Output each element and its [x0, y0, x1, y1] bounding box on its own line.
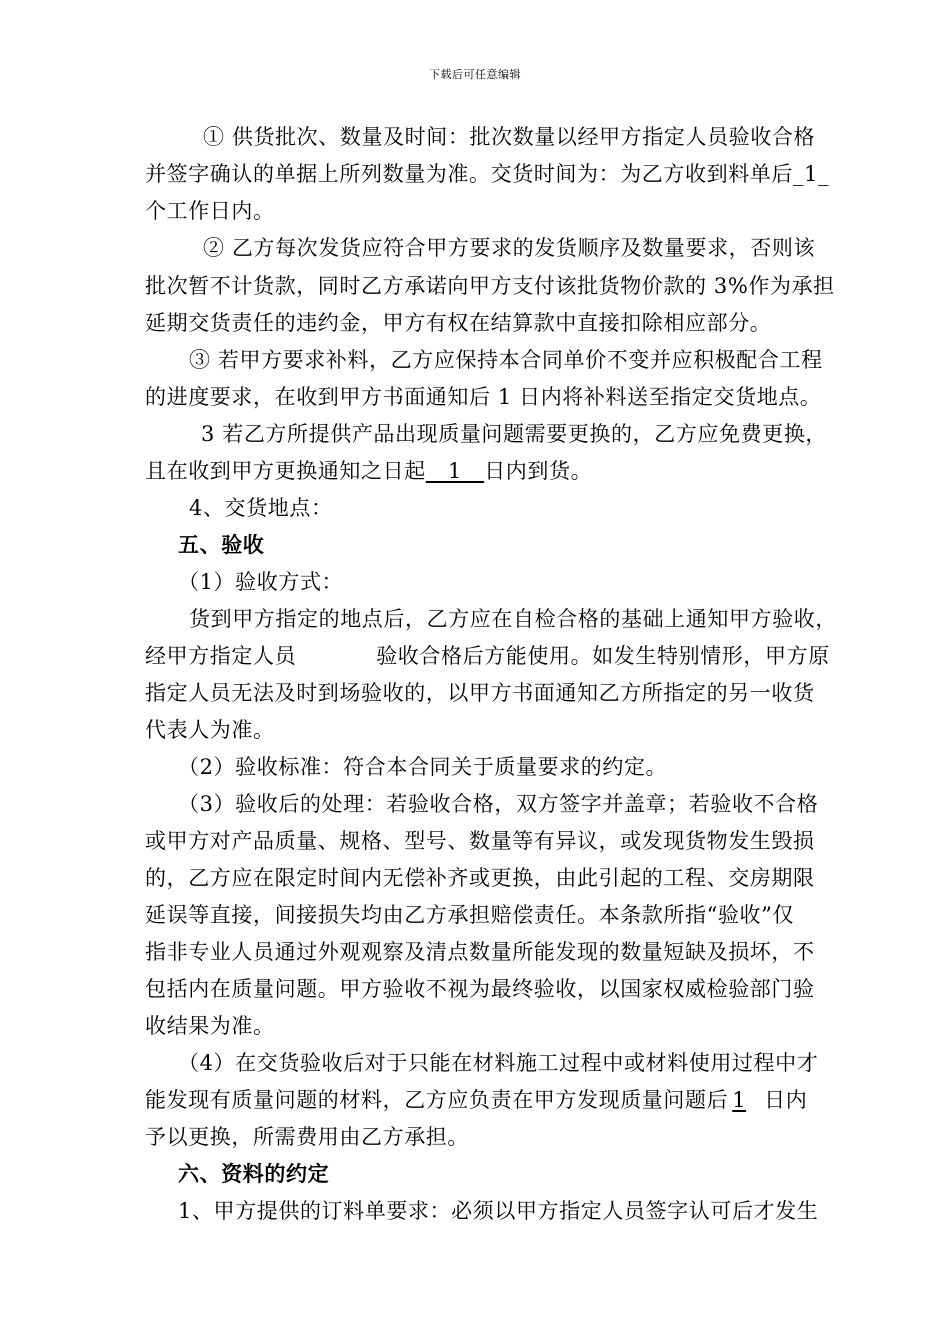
para-replenish-line1: ③ 若甲方要求补料，乙方应保持本合同单价不变并应积极配合工程 — [189, 348, 823, 372]
page-header: 下载后可任意编辑 — [429, 68, 521, 81]
para-post-acceptance-line1: （3）验收后的处理：若验收合格，双方签字并盖章；若验收不合格 — [178, 792, 819, 816]
section-heading-acceptance: 五、验收 — [178, 532, 265, 557]
para-acceptance-method-line4: 代表人为准。 — [145, 718, 275, 742]
hidden-defects-text-before: 能发现有质量问题的材料，乙方应负责在甲方发现质量问题后 — [145, 1088, 729, 1112]
para-hidden-defects-line2 — [145, 1087, 857, 1113]
acceptance-method-label: （1）验收方式： — [178, 570, 344, 594]
para-supply-batch-line3: 个工作日内。 — [145, 199, 275, 223]
para-replenish-line2: 的进度要求，在收到甲方书面通知后 1 日内将补料送至指定交货地点。 — [145, 385, 822, 409]
replacement-days-blank: __1__ — [425, 459, 485, 483]
para-hidden-defects-line1: （4）在交货验收后对于只能在材料施工过程中或材料使用过程中才 — [178, 1051, 819, 1075]
para-acceptance-method-line1: 货到甲方指定的地点后，乙方应在自检合格的基础上通知甲方验收， — [189, 607, 837, 631]
para-order-sheet-line1: 1、甲方提供的订料单要求：必须以甲方指定人员签字认可后才发生 — [178, 1199, 819, 1223]
acceptance-text-after-gap: 验收合格后方能使用。如发生特别情形，甲方原 — [376, 644, 830, 668]
replacement-text-after: 日内到货。 — [484, 459, 593, 483]
para-supply-batch-line2: 并签字确认的单据上所列数量为准。交货时间为：为乙方收到料单后_1_ — [145, 162, 830, 186]
para-acceptance-standard: （2）验收标准：符合本合同关于质量要求的约定。 — [178, 755, 668, 779]
replacement-text-before: 且在收到甲方更换通知之日起 — [145, 459, 426, 483]
para-hidden-defects-line3: 予以更换，所需费用由乙方承担。 — [145, 1125, 469, 1149]
delivery-location-label: 4、交货地点： — [189, 496, 333, 520]
para-post-acceptance-line5: 指非专业人员通过外观观察及清点数量所能发现的数量短缺及损坏，不 — [145, 940, 815, 964]
para-replacement-line2 — [145, 458, 857, 484]
para-shipping-order-line3: 延期交货责任的违约金，甲方有权在结算款中直接扣除相应部分。 — [145, 311, 772, 335]
acceptance-text-before-gap: 经甲方指定人员 — [145, 644, 297, 668]
hidden-defects-days-blank: 1 — [732, 1088, 747, 1112]
section-heading-documents: 六、资料的约定 — [178, 1161, 330, 1186]
para-supply-batch-line1: ① 供货批次、数量及时间：批次数量以经甲方指定人员验收合格 — [203, 125, 816, 149]
para-shipping-order-line2: 批次暂不计货款，同时乙方承诺向甲方支付该批货物价款的 3%作为承担 — [145, 274, 835, 298]
para-post-acceptance-line4: 延误等直接，间接损失均由乙方承担赔偿责任。本条款所指“验收”仅 — [145, 903, 795, 927]
para-post-acceptance-line2: 或甲方对产品质量、规格、型号、数量等有异议，或发现货物发生毁损 — [145, 829, 815, 853]
para-post-acceptance-line6: 包括内在质量问题。甲方验收不视为最终验收，以国家权威检验部门验 — [145, 977, 815, 1001]
para-shipping-order-line1: ② 乙方每次发货应符合甲方要求的发货顺序及数量要求，否则该 — [203, 236, 816, 260]
para-replacement-line1: 3 若乙方所提供产品出现质量问题需要更换的，乙方应免费更换， — [201, 422, 828, 446]
para-acceptance-method-line3: 指定人员无法及时到场验收的，以甲方书面通知乙方所指定的另一收货 — [145, 681, 815, 705]
hidden-defects-text-after: 日内 — [764, 1088, 808, 1112]
para-acceptance-method-line2 — [145, 643, 857, 669]
para-post-acceptance-line7: 收结果为准。 — [145, 1014, 275, 1038]
para-post-acceptance-line3: 的，乙方应在限定时间内无偿补齐或更换，由此引起的工程、交房期限 — [145, 866, 815, 890]
